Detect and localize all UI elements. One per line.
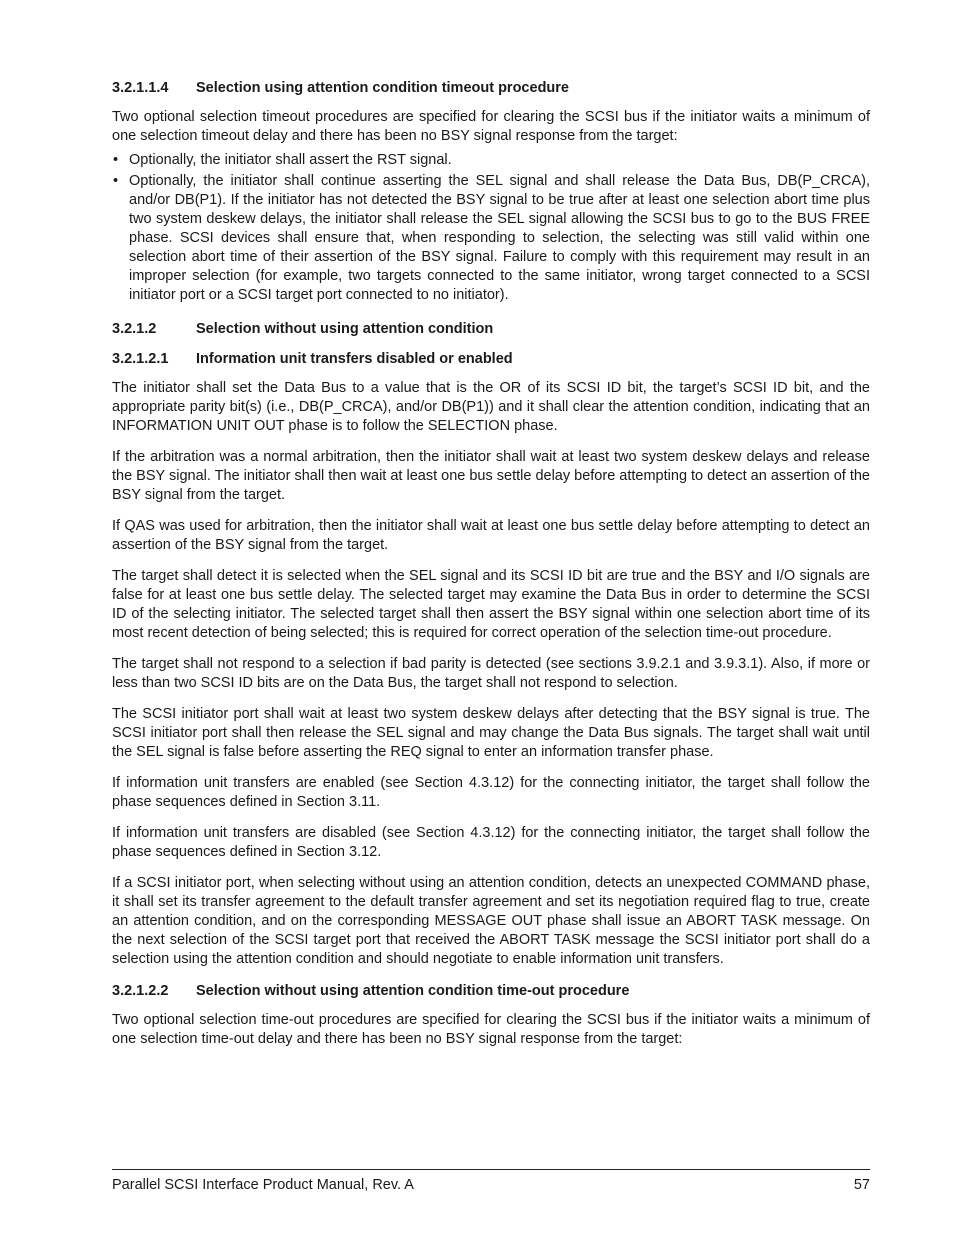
paragraph: The target shall not respond to a selection if bad parity is detected (see sections 3.9.2.1 and 3.9.3.1). Also, if more or less than two SCSI ID bits are on the Data Bus, the target shall not respond to selection.	[112, 656, 870, 691]
section-number: 3.2.1.2.2	[112, 983, 169, 999]
paragraph: The SCSI initiator port shall wait at least two system deskew delays after detecting that the BSY signal is true. The SCSI initiator port shall then release the SEL signal and may change the Data Bus signals. The target shall wait until the SEL signal is false before asserting the REQ signal to enter an information transfer phase.	[112, 706, 870, 760]
page-footer	[112, 1176, 870, 1195]
section-heading-3-2-1-2	[112, 319, 870, 339]
list-item-text: Optionally, the initiator shall assert the RST signal.	[129, 152, 452, 168]
section-title: Selection using attention condition timeout procedure	[196, 80, 569, 96]
section-title: Selection without using attention condition time-out procedure	[196, 983, 630, 999]
section-title: Selection without using attention condition	[196, 321, 494, 337]
paragraph: If QAS was used for arbitration, then the initiator shall wait at least one bus settle delay before attempting to detect an assertion of the BSY signal from the target.	[112, 518, 870, 553]
list-item	[112, 172, 870, 305]
list-item-text: Optionally, the initiator shall continue asserting the SEL signal and shall release the Data Bus, DB(P_CRCA), and/or DB(P1). If the initiator has not detected the BSY signal to be true after at least one selection abort time plus two system deskew delays, the initiator shall release the SEL signal allowing the SCSI bus to go to the BUS FREE phase. SCSI devices shall ensure that, when responding to selection, the selecting was still valid within one selection abort time of their assertion of the BSY signal. Failure to comply with this requirement may result in an improper selection (for example, two targets connected to the same initiator, wrong target connected to a SCSI initiator port or a SCSI target port connected to no initiator).	[129, 173, 870, 303]
paragraph: The target shall detect it is selected when the SEL signal and its SCSI ID bit are true and the BSY and I/O signals are false for at least one bus settle delay. The selected target may examine the Data Bus in order to determine the SCSI ID of the selecting initiator. The selected target shall then assert the BSY signal within one selection abort time of its most recent detection of being selected; this is required for correct operation of the selection time-out procedure.	[112, 568, 870, 641]
section-heading-3-2-1-2-1	[112, 349, 870, 369]
list-item	[112, 151, 870, 170]
bullet-list	[112, 151, 870, 305]
section-number: 3.2.1.2	[112, 321, 157, 337]
section-heading-3-2-1-2-2	[112, 981, 870, 1001]
section-number: 3.2.1.1.4	[112, 80, 169, 96]
paragraph: If the arbitration was a normal arbitration, then the initiator shall wait at least two system deskew delays and release the BSY signal. The initiator shall then wait at least one bus settle delay before attempting to detect an assertion of the BSY signal from the target.	[112, 449, 870, 503]
footer-document-title: Parallel SCSI Interface Product Manual, Rev. A	[112, 1177, 414, 1193]
paragraph: Two optional selection timeout procedures are specified for clearing the SCSI bus if the initiator waits a minimum of one selection timeout delay and there has been no BSY signal response from the target:	[112, 109, 870, 144]
paragraph: If information unit transfers are enabled (see Section 4.3.12) for the connecting initiator, the target shall follow the phase sequences defined in Section 3.11.	[112, 775, 870, 810]
footer-divider	[112, 1169, 870, 1170]
page-body	[112, 78, 870, 1061]
bullet-icon: •	[113, 173, 119, 189]
section-title: Information unit transfers disabled or enabled	[196, 351, 513, 367]
paragraph: If a SCSI initiator port, when selecting without using an attention condition, detects an unexpected COMMAND phase, it shall set its transfer agreement to the default transfer agreement and set its negotiation required flag to true, create an attention condition, and on the corresponding MESSAGE OUT phase shall issue an ABORT TASK message. On the next selection of the SCSI target port that received the ABORT TASK message the SCSI initiator port shall do a selection using the attention condition and should negotiate to enable information unit transfers.	[112, 875, 870, 967]
section-heading-3-2-1-1-4	[112, 78, 870, 98]
paragraph: If information unit transfers are disabled (see Section 4.3.12) for the connecting initiator, the target shall follow the phase sequences defined in Section 3.12.	[112, 825, 870, 860]
section-number: 3.2.1.2.1	[112, 351, 169, 367]
paragraph: Two optional selection time-out procedures are specified for clearing the SCSI bus if the initiator waits a minimum of one selection time-out delay and there has been no BSY signal response from the target:	[112, 1012, 870, 1047]
footer-page-number: 57	[853, 1177, 870, 1193]
paragraph: The initiator shall set the Data Bus to a value that is the OR of its SCSI ID bit, the target’s SCSI ID bit, and the appropriate parity bit(s) (i.e., DB(P_CRCA), and/or DB(P1)) and it shall clear the attention condition, indicating that an INFORMATION UNIT OUT phase is to follow the SELECTION phase.	[112, 380, 870, 434]
bullet-icon: •	[113, 152, 119, 168]
